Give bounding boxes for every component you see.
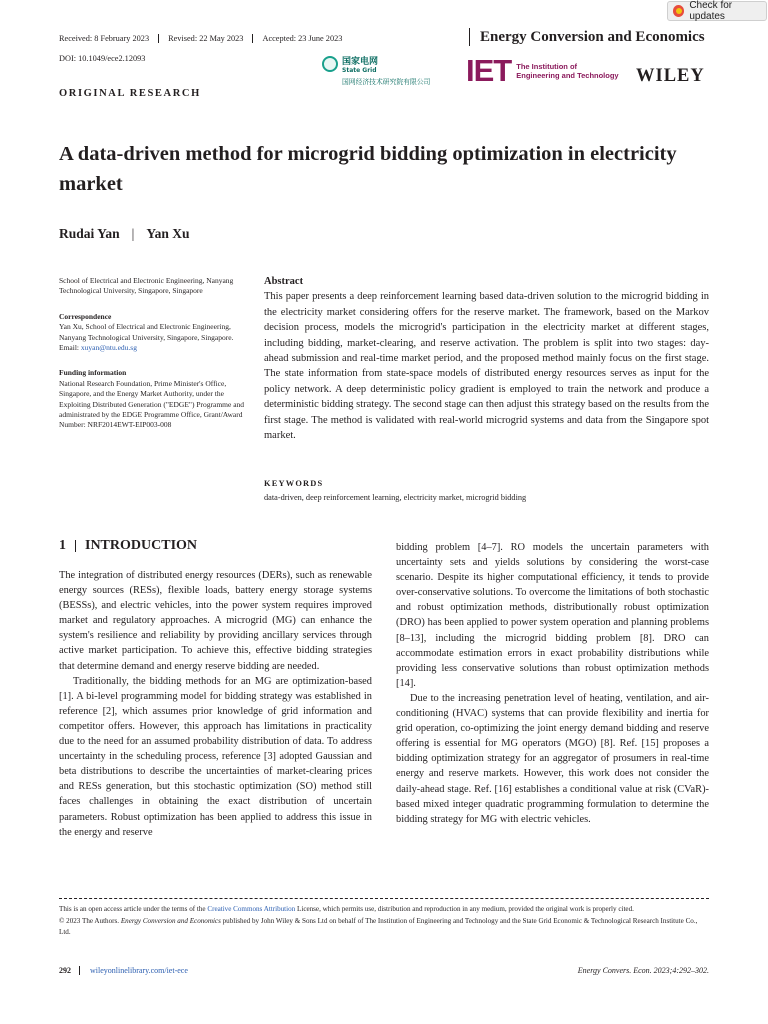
author-2[interactable]: Yan Xu — [146, 226, 190, 241]
correspondence-text: Yan Xu, School of Electrical and Electronic Engineering, Nanyang Technological University, Singapore, Singapore. — [59, 322, 234, 342]
email-line — [59, 343, 249, 353]
state-grid-name-cn: 国家电网 — [342, 57, 379, 67]
journal-url-link[interactable]: wileyonlinelibrary.com/iet-ece — [90, 966, 188, 975]
abstract — [264, 274, 709, 443]
abstract-heading: Abstract — [264, 276, 304, 287]
state-grid-logo — [322, 54, 431, 86]
copyright-journal: Energy Conversion and Economics — [120, 916, 221, 925]
article-dates — [59, 34, 351, 43]
section-heading-divider — [75, 540, 76, 552]
check-for-updates-label: Check for updates — [689, 0, 733, 22]
page-footer — [59, 966, 709, 975]
paragraph: Traditionally, the bidding methods for an MG are optimization-based [1]. A bi-level programming model for bidding strategy was established in reference [2], which assumes prior knowledge of grid information and competitor offers. However, this approach has limitations in practicality due to the need for an assumed probability distribution of data. To address uncertainty in the scheduling process, reference [3] adopted Gaussian and beta distributions to describe the uncertainties of market-clearing prices and RESs generation, but this stochastic optimization (SO) method still faces challenges in obtaining the exact distribution of uncertain parameters. Robust optimization has been applied to address this issue in the energy and reserve — [59, 675, 372, 838]
copyright-line — [59, 916, 709, 939]
author-1[interactable]: Rudai Yan — [59, 226, 120, 241]
keywords-heading: KEYWORDS — [264, 479, 324, 488]
email-link[interactable]: xuyan@ntu.edu.sg — [80, 343, 137, 353]
check-for-updates-button[interactable] — [667, 1, 767, 21]
keywords-list: data-driven, deep reinforcement learning, electricity market, microgrid bidding — [264, 493, 527, 502]
paragraph: The integration of distributed energy resources (DERs), such as renewable energy sources (RESs), flexible loads, battery energy storage systems (BESSs), and electric vehicles, into the power system requires improved market and regulatory approaches. A microgrid (MG) can enhance the system's resilience and reliability by providing ancillary services through active market participation. To achieve this, effective bidding strategies that determine demand and energy reserve bidding are needed. — [59, 570, 372, 672]
journal-name: Energy Conversion and Economics — [469, 28, 705, 46]
author-list — [59, 226, 190, 242]
state-grid-name-en: State Grid — [342, 67, 377, 74]
abstract-body: This paper presents a deep reinforcement learning based data-driven solution to the microgrid bidding in the electricity market considering offers for the reserve market. The framework, based on the Markov decision process, models the microgrid's participation in the electricity market at different stages, including bidding, market-clearing, and reserve activation. The problem is split into two stages: day-ahead submission and real-time market period, and the proposed method mainly focus on the first stage. The state information from state-space models of distributed energy resources serves as input for the policy network. A deep deterministic policy gradient is employed to train the network and produce a deterministic bidding strategy. The second stage can then adjust this strategy based on the results from the first stage. The method is validated with real-world microgrid systems and data from the Singapore spot market. — [264, 291, 709, 442]
body-column-left — [59, 568, 372, 840]
copyright-text-b: published by John Wiley & Sons Ltd on behalf of The Institution of Engineering and Technology and the State Grid Economic & Technological Research Institute Co., Ltd. — [59, 916, 698, 937]
section-title: INTRODUCTION — [85, 538, 198, 553]
iet-mark: IET — [466, 53, 512, 88]
funding-block — [59, 368, 249, 430]
section-type: ORIGINAL RESEARCH — [59, 88, 201, 99]
paragraph: bidding problem [4–7]. RO models the uncertain parameters with uncertainty sets and yields solutions by considering the worst-case scenario. Despite its higher computational efficiency, it tends to provide over-conservative solutions. To overcome the limitations of both stochastic and robust optimization methods, distributionally robust optimization (DRO) has been applied to power system operation and planning problems [8–13], including the microgrid bidding problem [8]. DRO can accommodate estimation errors in exact probability distributions while providing less conservative solutions than robust optimization methods [14]. — [396, 542, 709, 689]
copyright-text-a: © 2023 The Authors. — [59, 916, 120, 925]
revised-date: Revised: 22 May 2023 — [158, 34, 252, 43]
accepted-date: Accepted: 23 June 2023 — [252, 34, 351, 43]
state-grid-globe-icon — [322, 56, 338, 72]
crossmark-icon — [673, 5, 684, 17]
doi: DOI: 10.1049/ece2.12093 — [59, 54, 146, 63]
email-label: Email: — [59, 343, 79, 353]
license-text-b: License, which permits use, distribution and reproduction in any medium, provided the original work is properly cited. — [297, 905, 634, 913]
received-date: Received: 8 February 2023 — [59, 34, 150, 43]
page-number: 292 — [59, 966, 80, 975]
license-text-a: This is an open access article under the terms of the — [59, 905, 206, 913]
license-footnote — [59, 898, 709, 939]
iet-name-line2: Engineering and Technology — [516, 71, 619, 80]
wiley-logo: WILEY — [636, 66, 705, 86]
section-number: 1 — [59, 538, 66, 553]
correspondence-heading: Correspondence — [59, 311, 112, 321]
funding-text: National Research Foundation, Prime Minister's Office, Singapore, and the Energy Market Authority, under the Exploiting Distributed Generation ("EDGE") Programme and administrated by the EDGE Programme Office, Grant/Award Number: NRF2014EWT-EIP003-008 — [59, 378, 245, 430]
article-title: A data-driven method for microgrid bidding optimization in electricity market — [59, 143, 677, 195]
author-separator: | — [131, 226, 135, 241]
section-heading-introduction — [59, 538, 197, 554]
funding-heading: Funding information — [59, 368, 127, 378]
correspondence-block — [59, 312, 249, 354]
license-line — [59, 904, 709, 916]
paragraph: Due to the increasing penetration level of heating, ventilation, and air-conditioning (HVAC) systems that can provide flexibility and inertia for grid operation, co-optimizing the joint energy demand bidding and reserve offering is essential for MG operators (MGO) [8]. Ref. [15] proposes a bidding optimization strategy for an aggregator of prosumers in real-time energy and reserve markets. However, this work does not consider the daily-ahead stage. Ref. [16] establishes a conditional value at risk (CVaR)-based mixed integer quadratic programming formulation to determine the bidding strategy for MG with electric vehicles. — [396, 692, 709, 825]
iet-name-line1: The Institution of — [516, 62, 578, 71]
iet-logo — [466, 53, 619, 88]
body-column-right — [396, 540, 709, 827]
state-grid-institute: 国网经济技术研究院有限公司 — [342, 78, 431, 86]
license-link[interactable]: Creative Commons Attribution — [207, 905, 296, 913]
affiliations-column — [59, 276, 249, 446]
journal-citation: Energy Convers. Econ. 2023;4:292–302. — [577, 966, 709, 975]
affiliation: School of Electrical and Electronic Engineering, Nanyang Technological University, Singapore, Singapore — [59, 276, 234, 296]
